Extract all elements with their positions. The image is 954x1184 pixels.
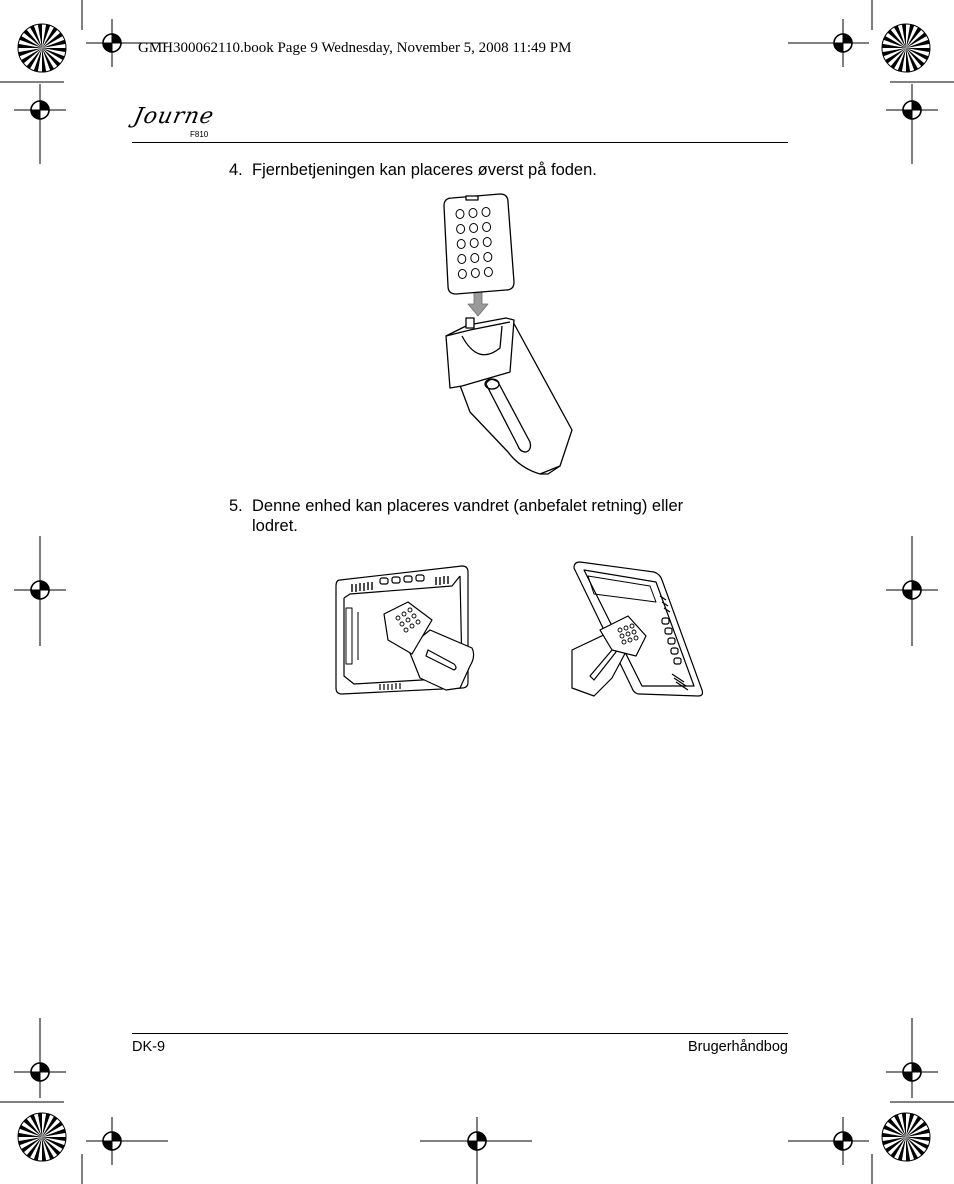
step-4 [229, 160, 789, 182]
manual-title: Brugerhåndbog [688, 1039, 788, 1055]
step-text: Fjernbetjeningen kan placeres øverst på foden. [252, 161, 597, 179]
step-text-line-1: Denne enhed kan placeres vandret (anbefalet retning) eller [252, 497, 684, 515]
footer-rule [132, 1033, 788, 1034]
header-rule [132, 142, 788, 143]
color-bar-star-icon [882, 24, 930, 72]
brand-logo-text: Journe [131, 104, 217, 129]
model-label: F810 [190, 130, 209, 139]
remote-ir-window [466, 196, 478, 200]
color-bar-star-icon [18, 24, 66, 72]
color-bar-star-icon [18, 1113, 66, 1161]
print-slug: GMH300062110.book Page 9 Wednesday, November 5, 2008 11:49 PM [138, 40, 572, 56]
step-text-line-2: lodret. [252, 517, 298, 535]
page-number: DK-9 [132, 1039, 166, 1055]
step-number: 5. [229, 497, 243, 515]
step-5 [229, 496, 789, 540]
remote-control [444, 194, 514, 294]
down-arrow [468, 292, 488, 316]
remote-on-stand-illustration [430, 190, 580, 480]
frame-vertical-illustration [564, 558, 710, 700]
frame-horizontal-illustration [330, 562, 480, 698]
color-bar-star-icon [882, 1113, 930, 1161]
step-number: 4. [229, 161, 243, 179]
stand-clip [466, 318, 474, 328]
brand-logo [132, 104, 222, 144]
